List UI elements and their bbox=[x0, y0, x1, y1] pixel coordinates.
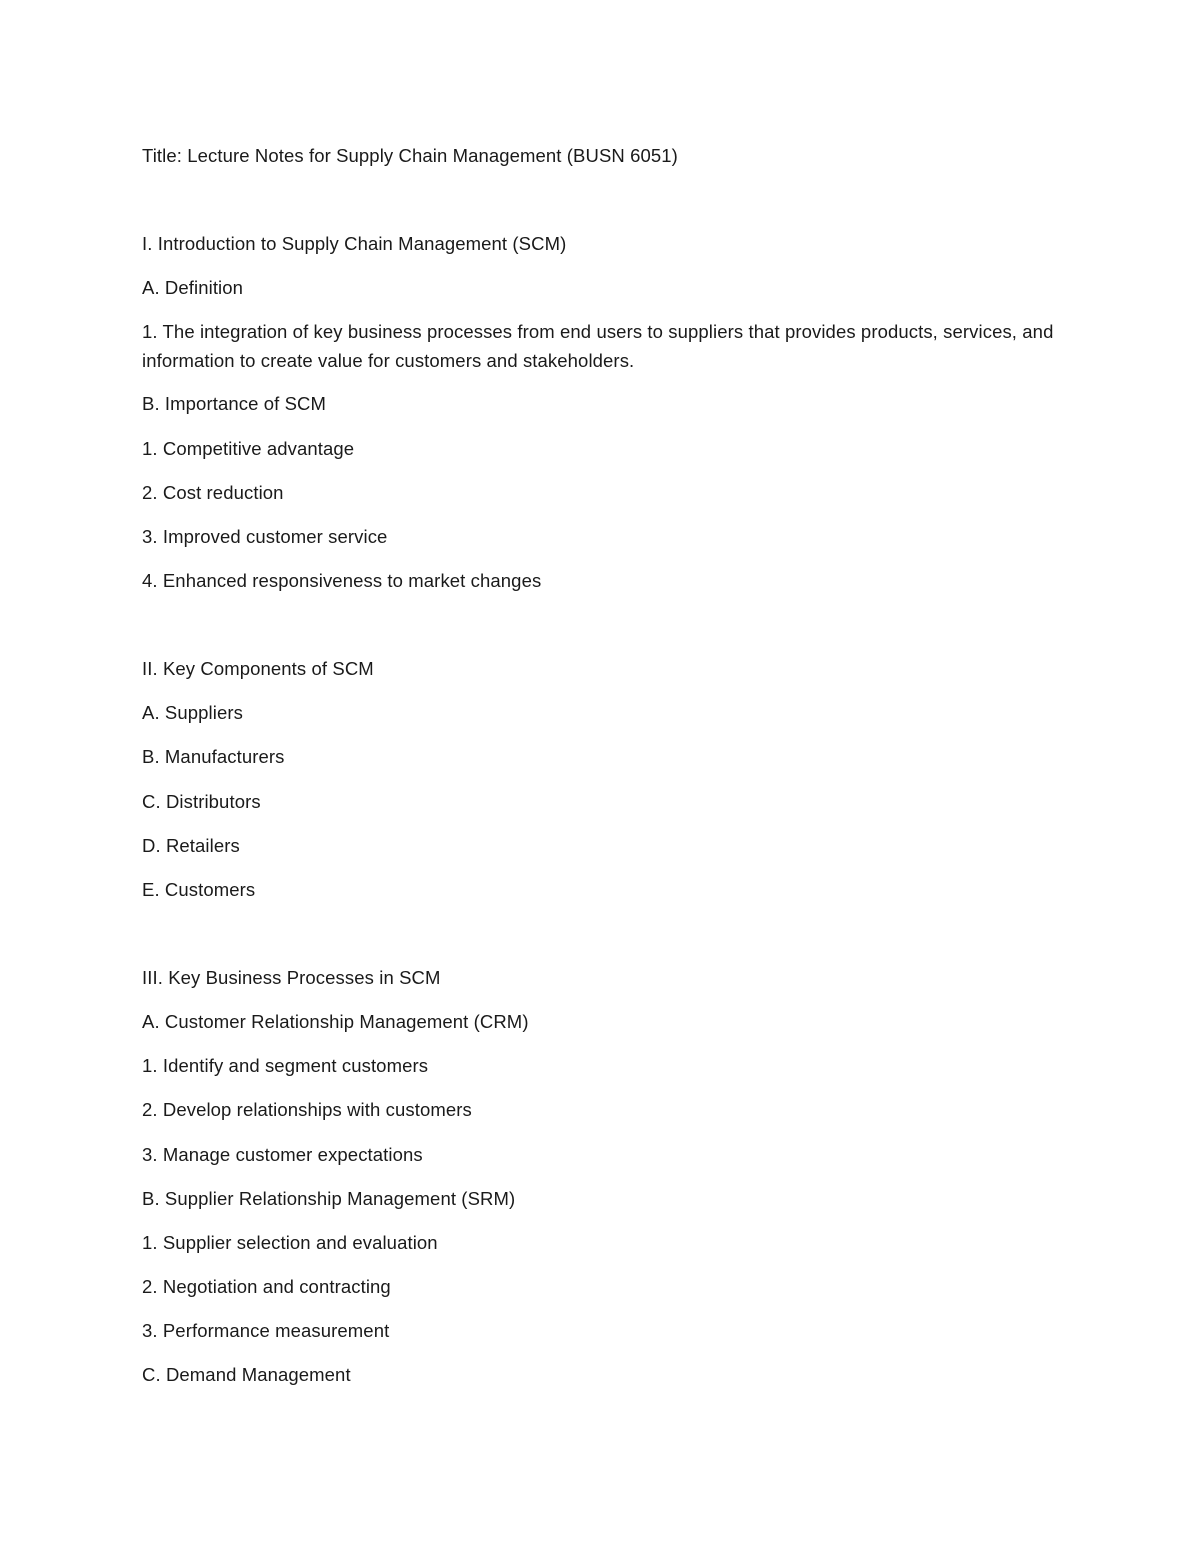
section-1-a-heading: A. Definition bbox=[142, 277, 244, 298]
document-title: Title: Lecture Notes for Supply Chain Management (BUSN 6051) bbox=[142, 145, 678, 166]
list-item: 3. Improved customer service bbox=[142, 526, 388, 547]
section-3-b-heading: B. Supplier Relationship Management (SRM) bbox=[142, 1188, 516, 1209]
list-item: A. Suppliers bbox=[142, 702, 243, 723]
list-item: B. Manufacturers bbox=[142, 746, 285, 767]
list-item: 1. Identify and segment customers bbox=[142, 1055, 429, 1076]
section-3-heading: III. Key Business Processes in SCM bbox=[142, 967, 441, 988]
list-item: E. Customers bbox=[142, 879, 256, 900]
section-1-heading: I. Introduction to Supply Chain Management (SCM) bbox=[142, 233, 567, 254]
definition-paragraph: 1. The integration of key business processes from end users to suppliers that provides products, services, and information to create value for customers and stakeholders. bbox=[142, 321, 1054, 371]
list-item: C. Distributors bbox=[142, 791, 261, 812]
list-item: 1. Competitive advantage bbox=[142, 438, 355, 459]
list-item: D. Retailers bbox=[142, 835, 240, 856]
section-3-a-heading: A. Customer Relationship Management (CRM) bbox=[142, 1011, 529, 1032]
list-item: 2. Negotiation and contracting bbox=[142, 1276, 391, 1297]
list-item: 2. Cost reduction bbox=[142, 482, 284, 503]
list-item: 4. Enhanced responsiveness to market changes bbox=[142, 570, 542, 591]
list-item: 1. Supplier selection and evaluation bbox=[142, 1232, 438, 1253]
list-item: 3. Performance measurement bbox=[142, 1320, 390, 1341]
section-1-b-heading: B. Importance of SCM bbox=[142, 393, 326, 414]
section-3-c-heading: C. Demand Management bbox=[142, 1364, 351, 1385]
list-item: 3. Manage customer expectations bbox=[142, 1144, 423, 1165]
list-item: 2. Develop relationships with customers bbox=[142, 1099, 472, 1120]
section-2-heading: II. Key Components of SCM bbox=[142, 658, 374, 679]
